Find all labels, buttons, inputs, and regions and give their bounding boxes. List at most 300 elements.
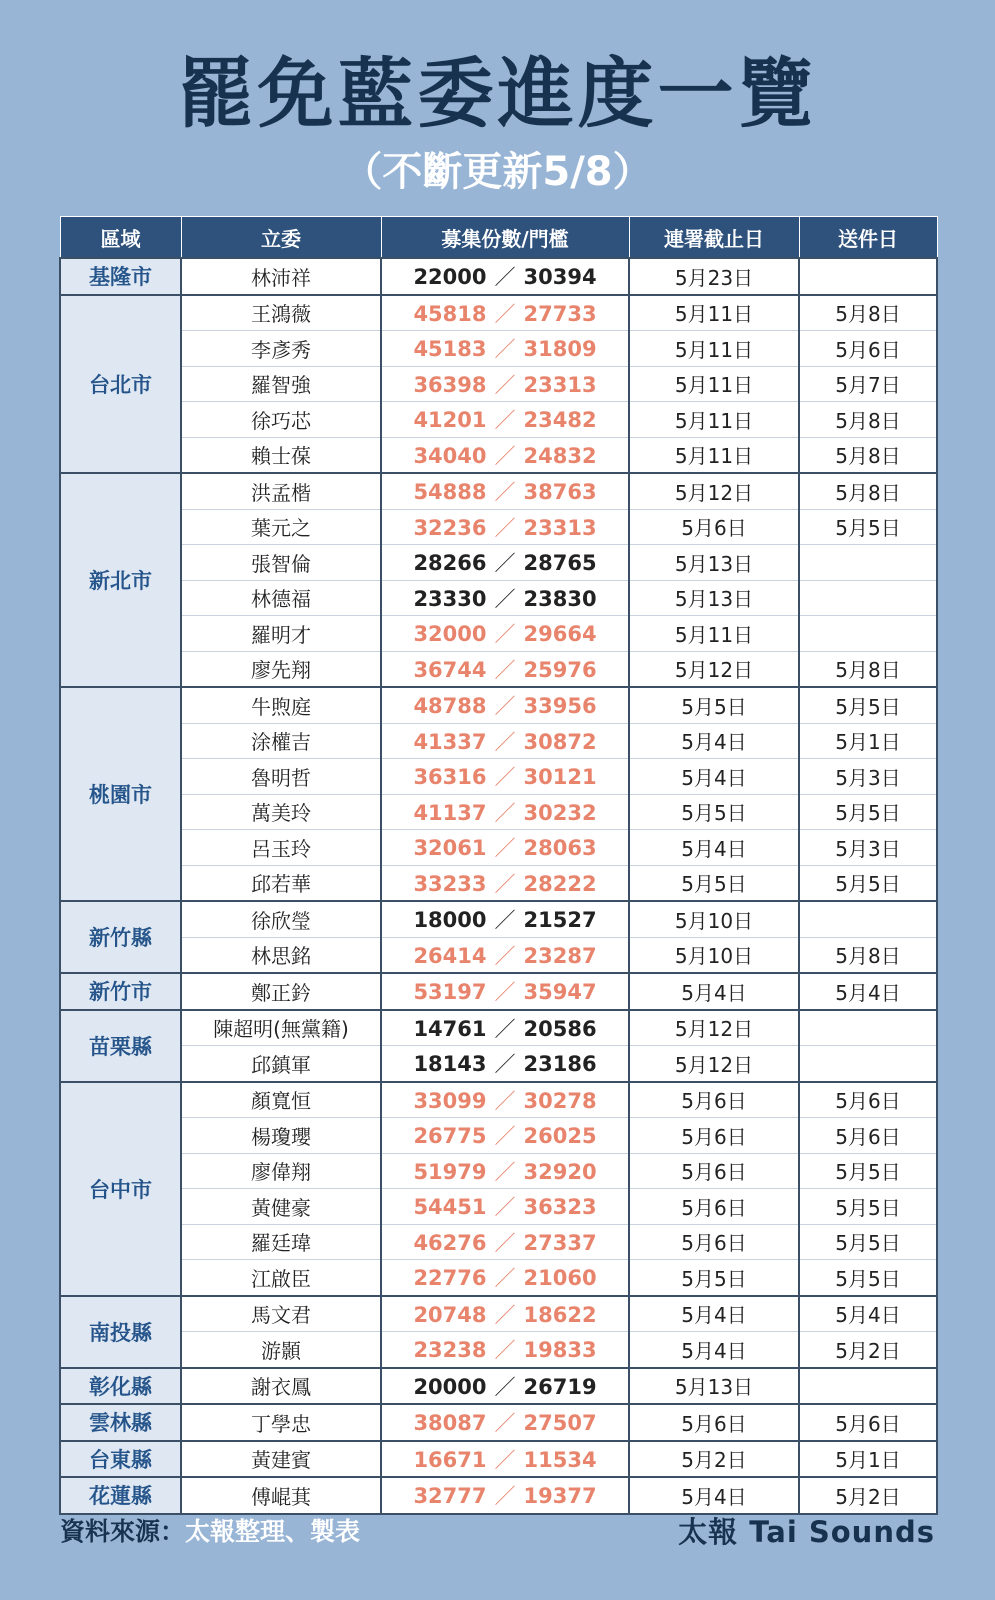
submitted-date-cell: 5月8日 [799,437,937,473]
threshold-value: 25976 [523,657,597,682]
deadline-cell: 5月23日 [629,258,799,295]
count-separator: ／ [494,586,516,611]
region-cell: 基隆市 [60,258,181,295]
table-row [60,1153,937,1189]
count-threshold-cell [381,1368,629,1405]
legislator-name-cell: 馬文君 [181,1296,381,1332]
region-cell: 新竹縣 [60,901,181,973]
signature-count: 28266 [413,551,487,576]
table-row [60,1441,937,1478]
count-separator: ／ [494,1088,516,1113]
threshold-value: 30872 [523,729,597,754]
signature-count: 20748 [413,1302,487,1327]
signature-count: 41201 [413,408,487,433]
deadline-cell: 5月6日 [629,1404,799,1441]
submitted-date-cell [799,1046,937,1082]
deadline-cell: 5月5日 [629,865,799,901]
submitted-date-cell: 5月2日 [799,1332,937,1368]
region-cell: 台北市 [60,295,181,474]
count-separator: ／ [494,408,516,433]
legislator-name-cell: 楊瓊瓔 [181,1118,381,1154]
count-threshold-cell [381,651,629,687]
count-threshold-value [413,1303,596,1327]
source-note [60,1512,360,1548]
count-threshold-cell [381,1404,629,1441]
signature-count: 26775 [413,1124,487,1149]
threshold-value: 26719 [523,1374,597,1399]
signature-count: 32777 [413,1484,487,1509]
threshold-value: 26025 [523,1124,597,1149]
threshold-value: 29664 [523,622,597,647]
legislator-name-cell: 陳超明(無黨籍) [181,1010,381,1046]
table-row [60,937,937,973]
submitted-date-cell: 5月5日 [799,1224,937,1260]
submitted-date-cell [799,616,937,652]
count-threshold-value [413,1124,596,1148]
count-threshold-value [413,1052,596,1076]
count-threshold-cell [381,973,629,1010]
count-threshold-cell [381,759,629,795]
legislator-name-cell: 江啟臣 [181,1260,381,1296]
table-header-row [60,217,937,259]
threshold-value: 30232 [523,800,597,825]
count-threshold-cell [381,723,629,759]
threshold-value: 27337 [523,1230,597,1255]
count-threshold-cell [381,1260,629,1296]
submitted-date-cell: 5月4日 [799,973,937,1010]
deadline-cell: 5月2日 [629,1441,799,1478]
count-threshold-value [413,373,596,397]
count-threshold-cell [381,1296,629,1332]
table-row [60,258,937,295]
deadline-cell: 5月13日 [629,580,799,616]
deadline-cell: 5月11日 [629,402,799,438]
page-title: 罷免藍委進度一覽 [177,49,818,138]
count-threshold-cell [381,545,629,581]
legislator-name-cell: 王鴻薇 [181,295,381,331]
legislator-name-cell: 傅崐萁 [181,1477,381,1514]
submitted-date-cell: 5月1日 [799,1441,937,1478]
submitted-date-cell [799,258,937,295]
signature-count: 22776 [413,1266,487,1291]
table-row [60,1082,937,1118]
signature-count: 46276 [413,1230,487,1255]
count-threshold-cell [381,1189,629,1225]
legislator-name-cell: 徐巧芯 [181,402,381,438]
threshold-value: 20586 [523,1016,597,1041]
table-row [60,1189,937,1225]
legislator-name-cell: 洪孟楷 [181,473,381,509]
submitted-date-cell: 5月8日 [799,651,937,687]
count-threshold-cell [381,937,629,973]
count-separator: ／ [494,871,516,896]
signature-count: 41337 [413,729,487,754]
submitted-date-cell [799,545,937,581]
threshold-value: 38763 [523,480,597,505]
signature-count: 33233 [413,871,487,896]
signature-count: 26414 [413,943,487,968]
count-separator: ／ [494,1447,516,1472]
count-separator: ／ [494,1052,516,1077]
legislator-name-cell: 牛煦庭 [181,687,381,723]
legislator-name-cell: 黃建賓 [181,1441,381,1478]
count-threshold-cell [381,794,629,830]
count-threshold-value [413,836,596,860]
count-threshold-value [413,551,596,575]
header-region: 區域 [60,217,181,259]
legislator-name-cell: 謝衣鳳 [181,1368,381,1405]
count-threshold-value [413,1338,596,1362]
region-cell: 雲林縣 [60,1404,181,1441]
count-threshold-cell [381,1224,629,1260]
count-separator: ／ [494,729,516,754]
deadline-cell: 5月10日 [629,937,799,973]
threshold-value: 23313 [523,372,597,397]
deadline-cell: 5月11日 [629,616,799,652]
legislator-name-cell: 鄭正鈐 [181,973,381,1010]
count-threshold-cell [381,616,629,652]
count-threshold-value [413,265,596,289]
count-threshold-value [413,516,596,540]
threshold-value: 23287 [523,943,597,968]
region-cell: 花蓮縣 [60,1477,181,1514]
threshold-value: 23830 [523,586,597,611]
signature-count: 32000 [413,622,487,647]
submitted-date-cell: 5月3日 [799,759,937,795]
count-threshold-cell [381,295,629,331]
legislator-name-cell: 顏寬恒 [181,1082,381,1118]
count-separator: ／ [494,1338,516,1363]
legislator-name-cell: 賴士葆 [181,437,381,473]
count-separator: ／ [494,443,516,468]
count-threshold-cell [381,1010,629,1046]
count-separator: ／ [494,1302,516,1327]
submitted-date-cell [799,901,937,937]
deadline-cell: 5月11日 [629,437,799,473]
count-threshold-cell [381,1082,629,1118]
count-separator: ／ [494,694,516,719]
table-row [60,366,937,402]
table-row [60,1296,937,1332]
count-threshold-value [413,337,596,361]
table-row [60,1224,937,1260]
deadline-cell: 5月12日 [629,473,799,509]
legislator-name-cell: 邱若華 [181,865,381,901]
submitted-date-cell: 5月1日 [799,723,937,759]
deadline-cell: 5月6日 [629,1153,799,1189]
submitted-date-cell: 5月4日 [799,1296,937,1332]
legislator-name-cell: 葉元之 [181,509,381,545]
count-separator: ／ [494,1195,516,1220]
count-separator: ／ [494,657,516,682]
count-threshold-value [413,302,596,326]
signature-count: 23238 [413,1338,487,1363]
submitted-date-cell: 5月5日 [799,1153,937,1189]
header-legislator: 立委 [181,217,381,259]
threshold-value: 32920 [523,1159,597,1184]
count-threshold-cell [381,1046,629,1082]
submitted-date-cell [799,1010,937,1046]
legislator-name-cell: 廖偉翔 [181,1153,381,1189]
threshold-value: 11534 [523,1447,597,1472]
count-separator: ／ [494,908,516,933]
count-separator: ／ [494,551,516,576]
count-threshold-cell [381,580,629,616]
submitted-date-cell: 5月8日 [799,402,937,438]
legislator-name-cell: 萬美玲 [181,794,381,830]
signature-count: 53197 [413,980,487,1005]
count-threshold-cell [381,1153,629,1189]
legislator-name-cell: 林沛祥 [181,258,381,295]
deadline-cell: 5月12日 [629,1010,799,1046]
count-threshold-value [413,1231,596,1255]
legislator-name-cell: 羅廷瑋 [181,1224,381,1260]
deadline-cell: 5月12日 [629,651,799,687]
threshold-value: 23186 [523,1052,597,1077]
table-row [60,437,937,473]
header-deadline: 連署截止日 [629,217,799,259]
threshold-value: 30121 [523,765,597,790]
table-row [60,651,937,687]
signature-count: 22000 [413,265,487,290]
threshold-value: 21527 [523,908,597,933]
deadline-cell: 5月11日 [629,366,799,402]
region-cell: 彰化縣 [60,1368,181,1405]
threshold-value: 23482 [523,408,597,433]
legislator-name-cell: 李彥秀 [181,331,381,367]
table-row [60,1332,937,1368]
signature-count: 14761 [413,1016,487,1041]
threshold-value: 33956 [523,694,597,719]
legislator-name-cell: 廖先翔 [181,651,381,687]
threshold-value: 24832 [523,443,597,468]
threshold-value: 36323 [523,1195,597,1220]
region-cell: 新北市 [60,473,181,687]
table-row [60,402,937,438]
submitted-date-cell: 5月2日 [799,1477,937,1514]
signature-count: 36398 [413,372,487,397]
threshold-value: 28765 [523,551,597,576]
threshold-value: 21060 [523,1266,597,1291]
count-threshold-cell [381,1477,629,1514]
count-threshold-value [413,1195,596,1219]
legislator-name-cell: 邱鎮軍 [181,1046,381,1082]
legislator-name-cell: 羅智強 [181,366,381,402]
count-threshold-value [413,1089,596,1113]
count-threshold-value [413,444,596,468]
legislator-name-cell: 魯明哲 [181,759,381,795]
count-threshold-cell [381,1441,629,1478]
deadline-cell: 5月4日 [629,759,799,795]
submitted-date-cell: 5月8日 [799,473,937,509]
count-threshold-cell [381,865,629,901]
threshold-value: 30394 [523,265,597,290]
deadline-cell: 5月13日 [629,1368,799,1405]
deadline-cell: 5月12日 [629,1046,799,1082]
table-row [60,830,937,866]
signature-count: 36744 [413,657,487,682]
count-separator: ／ [494,1411,516,1436]
submitted-date-cell: 5月6日 [799,1404,937,1441]
threshold-value: 23313 [523,515,597,540]
recall-progress-table [59,216,938,1515]
region-cell: 苗栗縣 [60,1010,181,1082]
signature-count: 20000 [413,1374,487,1399]
count-threshold-value [413,1160,596,1184]
deadline-cell: 5月4日 [629,830,799,866]
table-row [60,580,937,616]
signature-count: 16671 [413,1447,487,1472]
submitted-date-cell: 5月5日 [799,1260,937,1296]
table-row [60,331,937,367]
header-count-threshold: 募集份數/門檻 [381,217,629,259]
table-row [60,794,937,830]
count-threshold-value [413,658,596,682]
deadline-cell: 5月10日 [629,901,799,937]
table-row [60,1260,937,1296]
count-separator: ／ [494,515,516,540]
table-body [60,258,937,1514]
threshold-value: 30278 [523,1088,597,1113]
threshold-value: 31809 [523,337,597,362]
threshold-value: 19377 [523,1484,597,1509]
count-separator: ／ [494,622,516,647]
count-threshold-value [413,694,596,718]
count-separator: ／ [494,1374,516,1399]
table-row [60,1010,937,1046]
region-cell: 台中市 [60,1082,181,1296]
submitted-date-cell: 5月8日 [799,937,937,973]
count-separator: ／ [494,1124,516,1149]
count-separator: ／ [494,301,516,326]
count-threshold-value [413,730,596,754]
threshold-value: 19833 [523,1338,597,1363]
count-separator: ／ [494,943,516,968]
deadline-cell: 5月13日 [629,545,799,581]
deadline-cell: 5月6日 [629,1082,799,1118]
count-threshold-cell [381,366,629,402]
count-threshold-value [413,1375,596,1399]
legislator-name-cell: 涂權吉 [181,723,381,759]
count-threshold-value [413,1448,596,1472]
table-row [60,759,937,795]
table-row [60,473,937,509]
signature-count: 18143 [413,1052,487,1077]
threshold-value: 18622 [523,1302,597,1327]
submitted-date-cell: 5月6日 [799,331,937,367]
count-separator: ／ [494,1159,516,1184]
signature-count: 51979 [413,1159,487,1184]
signature-count: 45183 [413,337,487,362]
count-threshold-value [413,622,596,646]
submitted-date-cell: 5月5日 [799,1189,937,1225]
deadline-cell: 5月4日 [629,1332,799,1368]
table-row [60,1118,937,1154]
legislator-name-cell: 林德福 [181,580,381,616]
signature-count: 33099 [413,1088,487,1113]
count-separator: ／ [494,1266,516,1291]
table-row [60,509,937,545]
count-threshold-value [413,944,596,968]
signature-count: 54451 [413,1195,487,1220]
submitted-date-cell: 5月6日 [799,1118,937,1154]
submitted-date-cell: 5月5日 [799,509,937,545]
count-threshold-value [413,872,596,896]
count-threshold-cell [381,1118,629,1154]
count-separator: ／ [494,765,516,790]
count-threshold-cell [381,258,629,295]
region-cell: 台東縣 [60,1441,181,1478]
threshold-value: 27507 [523,1411,597,1436]
table-row [60,687,937,723]
count-threshold-value [413,408,596,432]
submitted-date-cell: 5月6日 [799,1082,937,1118]
region-cell: 桃園市 [60,687,181,901]
deadline-cell: 5月5日 [629,794,799,830]
count-threshold-cell [381,830,629,866]
count-threshold-value [413,1411,596,1435]
count-separator: ／ [494,265,516,290]
deadline-cell: 5月6日 [629,1118,799,1154]
count-threshold-value [413,480,596,504]
count-threshold-cell [381,901,629,937]
signature-count: 45818 [413,301,487,326]
count-threshold-cell [381,1332,629,1368]
table-row [60,973,937,1010]
signature-count: 36316 [413,765,487,790]
threshold-value: 27733 [523,301,597,326]
legislator-name-cell: 羅明才 [181,616,381,652]
table-row [60,1404,937,1441]
signature-count: 48788 [413,694,487,719]
signature-count: 34040 [413,443,487,468]
submitted-date-cell: 5月3日 [799,830,937,866]
count-threshold-value [413,908,596,932]
legislator-name-cell: 林思銘 [181,937,381,973]
table-row [60,1477,937,1514]
signature-count: 23330 [413,586,487,611]
table-row [60,616,937,652]
legislator-name-cell: 黃健豪 [181,1189,381,1225]
deadline-cell: 5月5日 [629,687,799,723]
deadline-cell: 5月5日 [629,1260,799,1296]
count-threshold-value [413,1017,596,1041]
threshold-value: 28063 [523,836,597,861]
table-row [60,865,937,901]
brand-logo-text: 太報 Tai Sounds [678,1515,935,1549]
submitted-date-cell: 5月7日 [799,366,937,402]
count-separator: ／ [494,980,516,1005]
submitted-date-cell: 5月5日 [799,794,937,830]
count-threshold-cell [381,509,629,545]
signature-count: 32061 [413,836,487,861]
threshold-value: 35947 [523,980,597,1005]
deadline-cell: 5月11日 [629,295,799,331]
header-submitted: 送件日 [799,217,937,259]
deadline-cell: 5月11日 [629,331,799,367]
submitted-date-cell: 5月5日 [799,865,937,901]
threshold-value: 28222 [523,871,597,896]
count-separator: ／ [494,337,516,362]
signature-count: 18000 [413,908,487,933]
submitted-date-cell [799,580,937,616]
count-separator: ／ [494,1016,516,1041]
count-separator: ／ [494,1230,516,1255]
region-cell: 南投縣 [60,1296,181,1368]
count-threshold-value [413,765,596,789]
count-threshold-value [413,587,596,611]
page-subtitle: （不斷更新5/8） [342,149,653,195]
